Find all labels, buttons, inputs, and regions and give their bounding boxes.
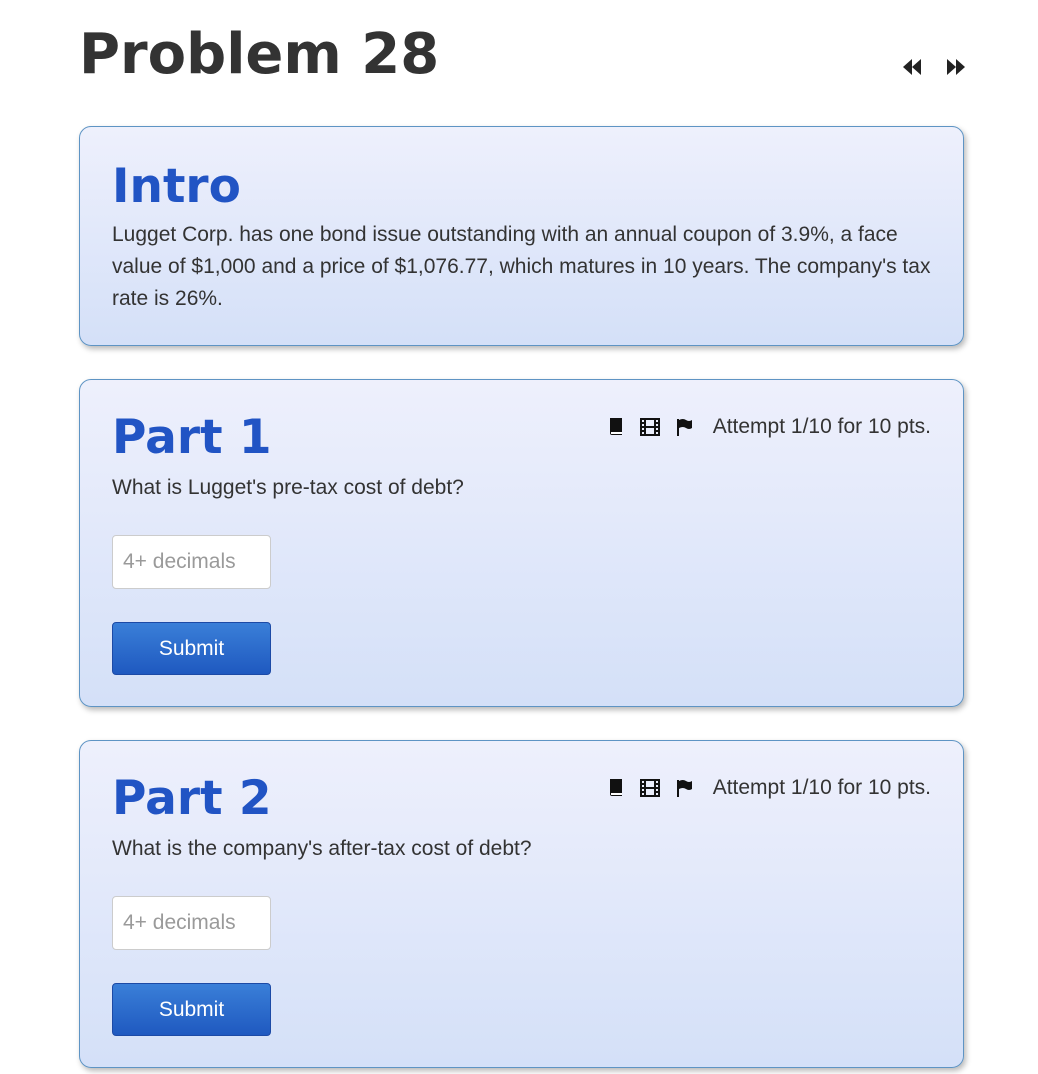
intro-text: Lugget Corp. has one bond issue outstanding with an annual coupon of 3.9%, a face value of $1,000 and a price of $1,076.77, which matures in 10 years. The company's tax rate is 26%. bbox=[112, 223, 931, 310]
part-1-question: What is Lugget's pre-tax cost of debt? bbox=[112, 476, 464, 499]
part-1-answer-input[interactable] bbox=[112, 535, 271, 589]
book-icon[interactable] bbox=[605, 416, 627, 438]
part-1-card bbox=[79, 379, 964, 707]
attempt-counter: Attempt 1/10 for 10 pts. bbox=[712, 776, 931, 799]
film-icon[interactable] bbox=[639, 777, 661, 799]
part-1-heading: Part 1 bbox=[112, 410, 272, 465]
intro-card bbox=[79, 126, 964, 346]
part-2-submit-button[interactable]: Submit bbox=[112, 983, 271, 1036]
part-1-submit-button[interactable]: Submit bbox=[112, 622, 271, 675]
part-1-toolbar bbox=[605, 414, 931, 440]
part-2-heading: Part 2 bbox=[112, 771, 272, 826]
fast-forward-icon bbox=[942, 55, 968, 79]
rewind-icon bbox=[900, 55, 926, 79]
problem-nav bbox=[900, 55, 970, 79]
next-problem-button[interactable] bbox=[942, 55, 968, 79]
previous-problem-button[interactable] bbox=[900, 55, 926, 79]
attempt-counter: Attempt 1/10 for 10 pts. bbox=[712, 415, 931, 438]
part-2-card bbox=[79, 740, 964, 1068]
film-icon[interactable] bbox=[639, 416, 661, 438]
part-2-question: What is the company's after-tax cost of debt? bbox=[112, 837, 532, 860]
flag-icon[interactable] bbox=[673, 416, 695, 438]
part-2-toolbar bbox=[605, 775, 931, 801]
book-icon[interactable] bbox=[605, 777, 627, 799]
intro-heading: Intro bbox=[112, 159, 241, 214]
page-title: Problem 28 bbox=[79, 22, 440, 87]
part-2-answer-input[interactable] bbox=[112, 896, 271, 950]
flag-icon[interactable] bbox=[673, 777, 695, 799]
